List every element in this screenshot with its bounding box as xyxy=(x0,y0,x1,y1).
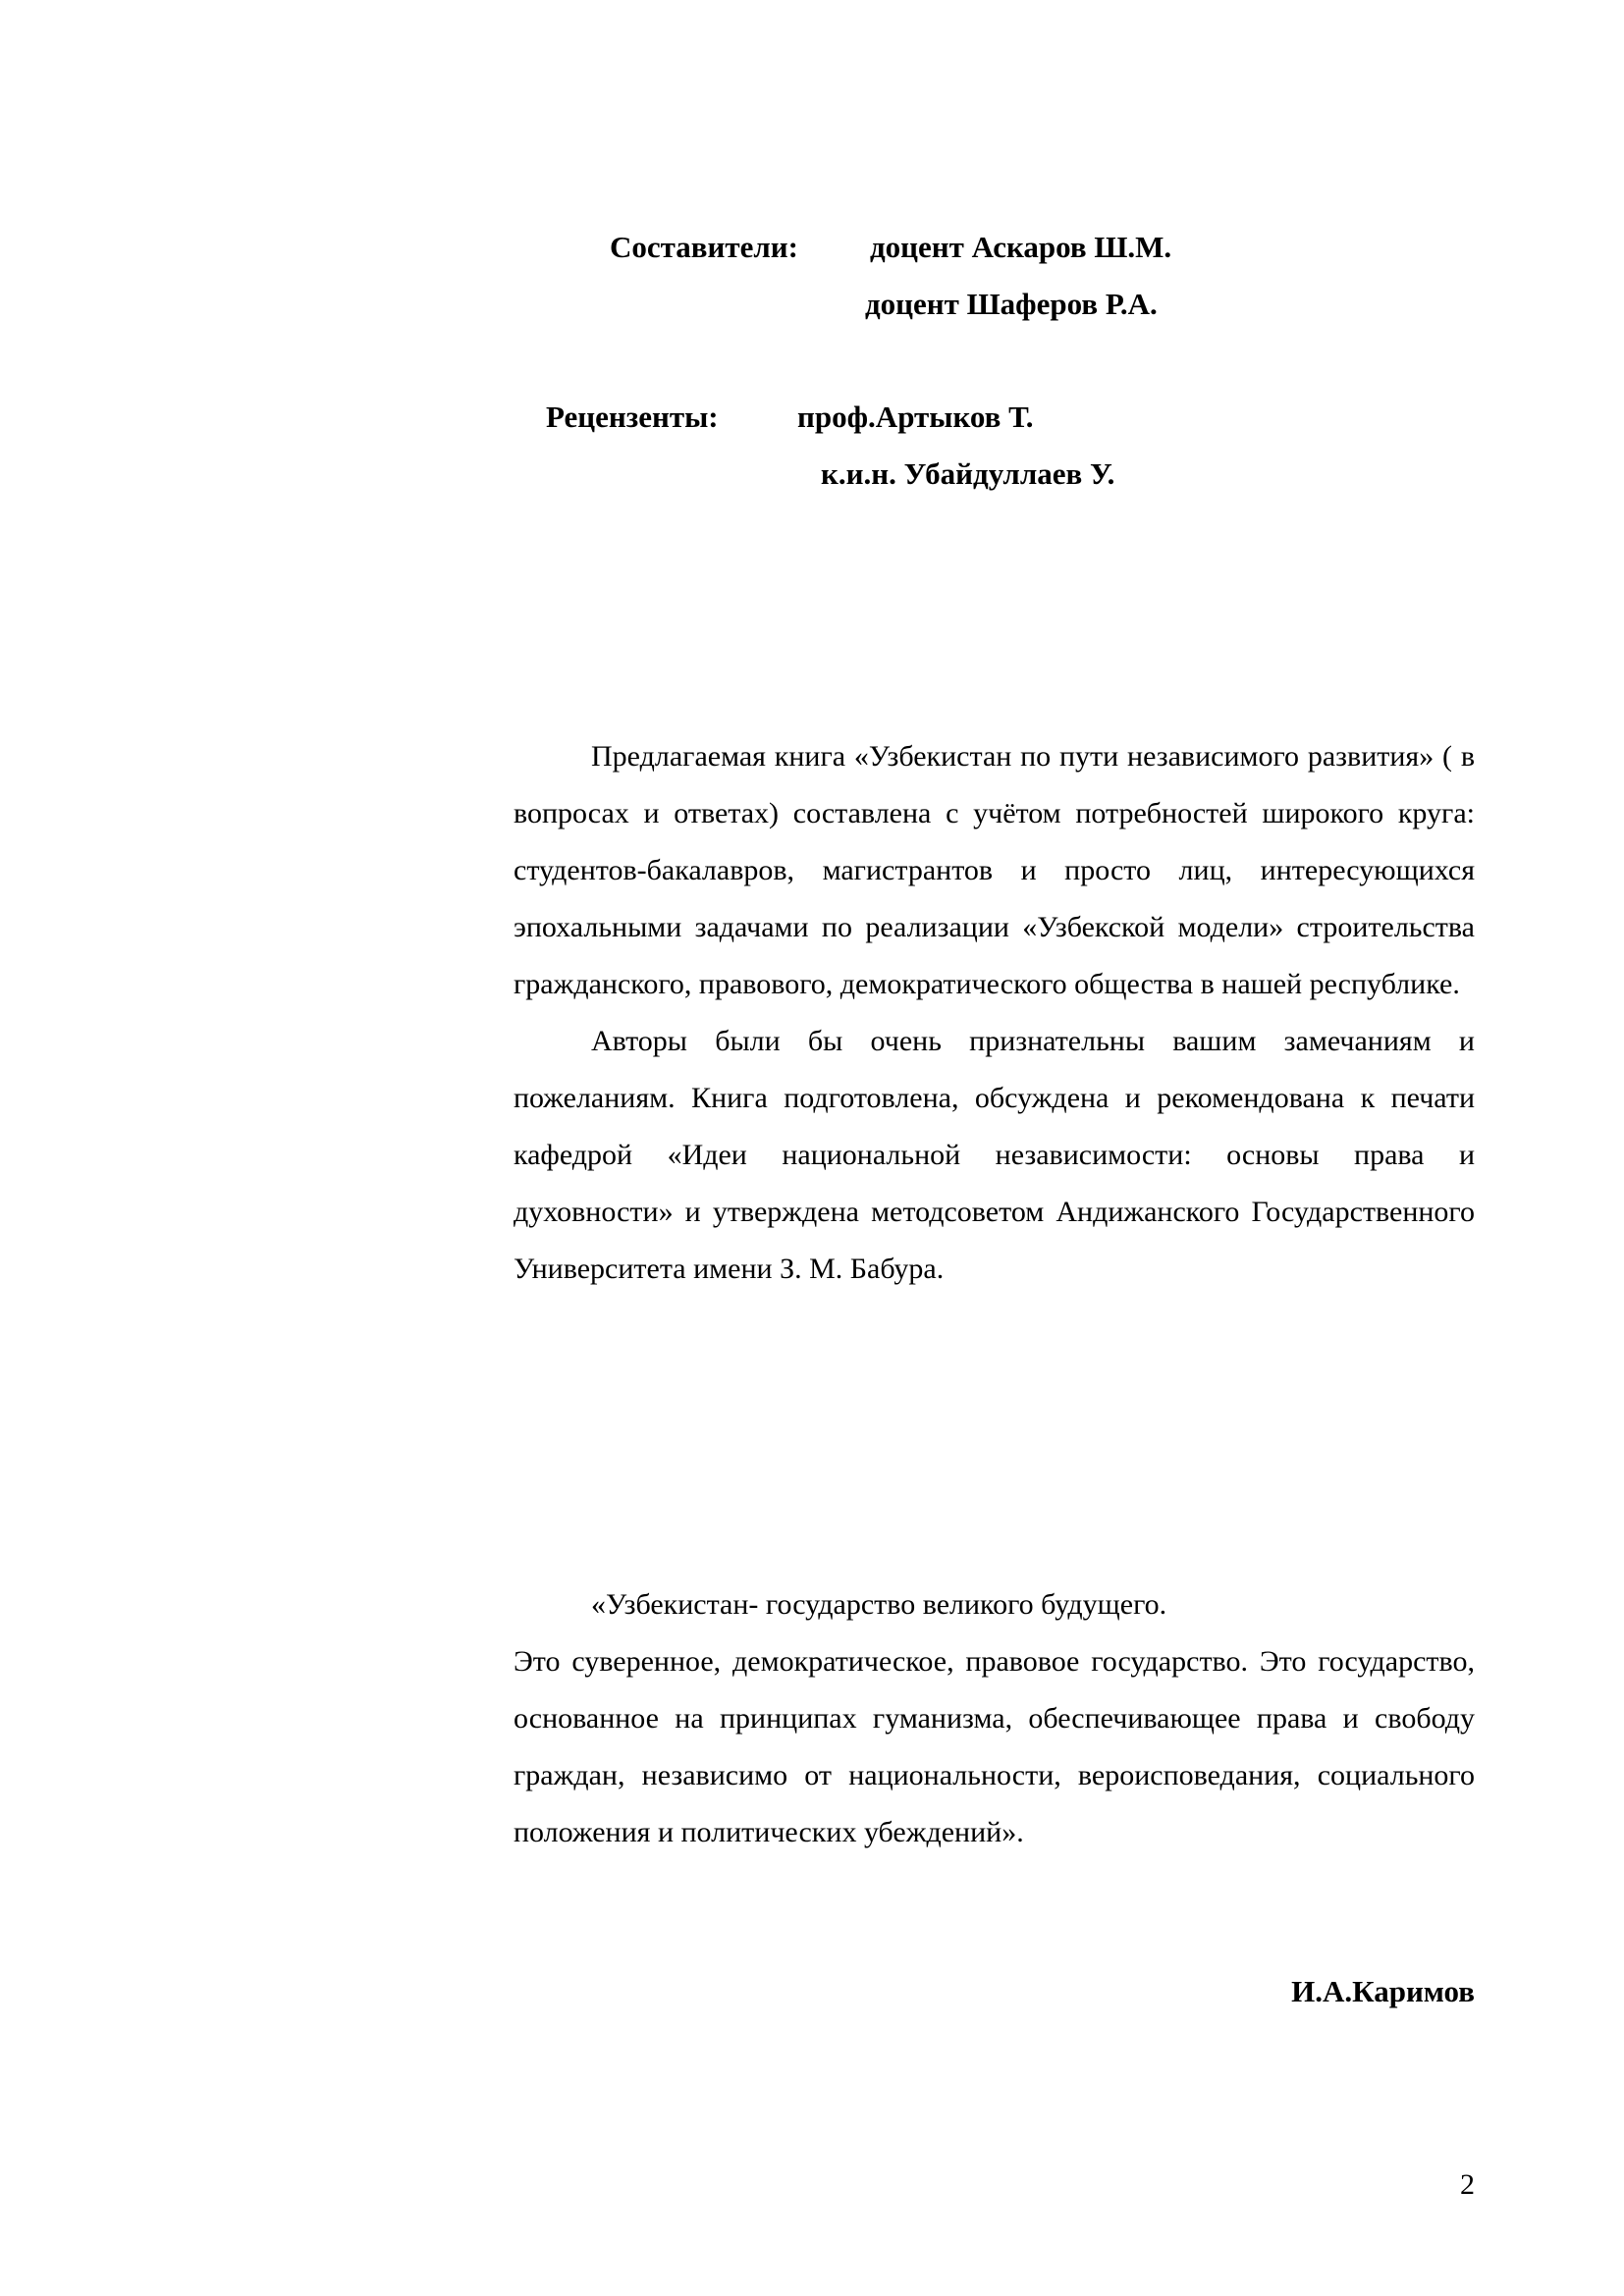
compilers-label: Составители: xyxy=(610,230,798,264)
compiler-name: доцент Аскаров Ш.М. xyxy=(870,230,1172,264)
intro-paragraph: Предлагаемая книга «Узбекистан по пути независимого развития» ( в вопросах и ответах) составлена с учётом потребностей широкого круга: студентов-бакалавров, магистрантов и просто лиц, интересующихся эпохальными задачами по реализации «Узбекской модели» строительства гражданского, правового, демократического общества в нашей республике. xyxy=(514,740,1475,1000)
compiler-name: доцент Шаферов Р.А. xyxy=(865,287,1158,321)
epigraph-first-line: «Узбекистан- государство великого будущего. xyxy=(591,1588,1167,1621)
reviewers-label: Рецензенты: xyxy=(546,400,719,434)
epigraph xyxy=(514,1576,1475,1861)
reviewer-name: к.и.н. Убайдуллаев У. xyxy=(821,456,1115,491)
reviewer-name: проф.Артыков Т. xyxy=(797,400,1034,434)
epigraph-author: И.А.Каримов xyxy=(1291,1974,1475,2008)
intro-paragraph: Авторы были бы очень признательны вашим замечаниям и пожеланиям. Книга подготовлена, обсуждена и рекомендована к печати кафедрой «Идеи национальной независимости: основы права и духовности» и утверждена методсоветом Андижанского Государственного Университета имени З. М. Бабура. xyxy=(514,1025,1475,1285)
page-number: 2 xyxy=(1460,2168,1475,2201)
epigraph-body: Это суверенное, демократическое, правовое государство. Это государство, основанное на принципах гуманизма, обеспечивающее права и свободу граждан, независимо от национальности, вероисповедания, социального положения и политических убеждений». xyxy=(514,1645,1475,1848)
intro-text xyxy=(514,728,1475,1298)
